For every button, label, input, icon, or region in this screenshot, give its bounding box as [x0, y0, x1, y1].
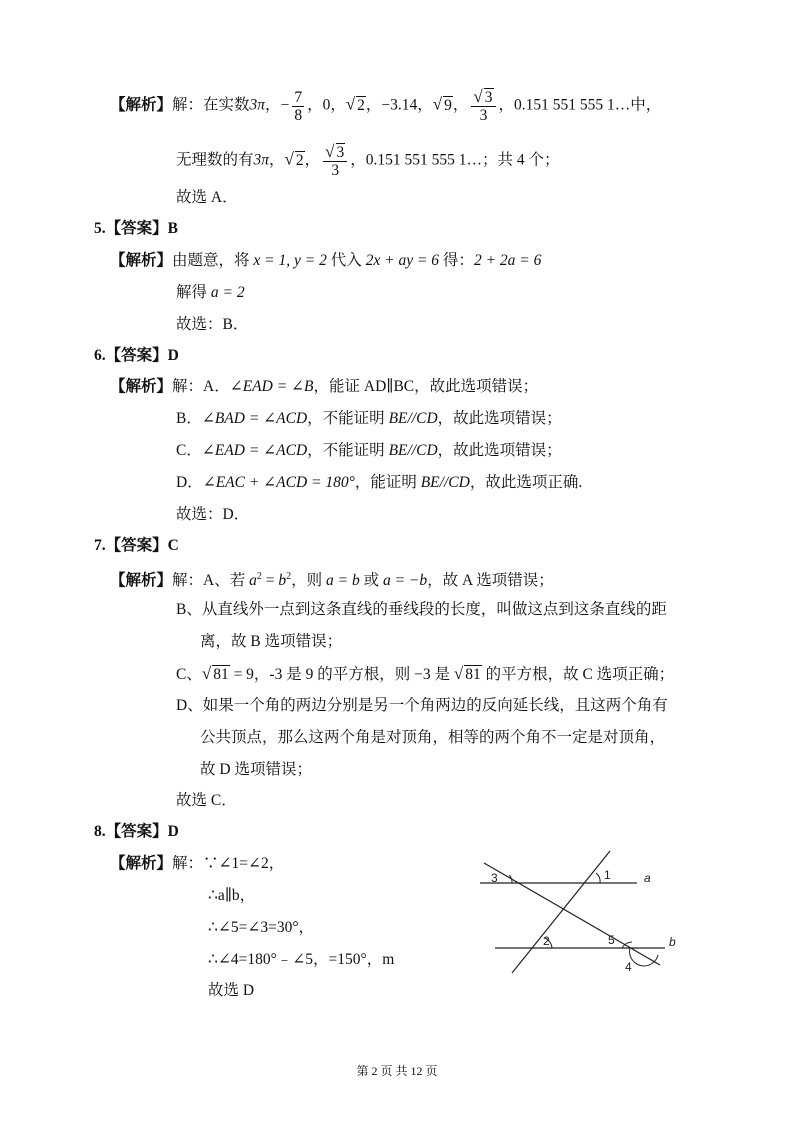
label-1: 1 — [604, 868, 611, 882]
q4-conclusion: 故选 A． — [176, 189, 238, 206]
label-2: 2 — [543, 934, 550, 948]
fraction: $\frac{√ 3}{3}$ — [471, 88, 495, 124]
sqrt: 2 — [357, 96, 365, 114]
q8-line2: ∴a∥b， — [208, 887, 256, 904]
q4-line2: 无理数的有3π，√ 2， $\frac{√ 3}{3}$ ，0.151 551 555 1…；共 4 个； — [176, 142, 560, 179]
q6-option-a: 【解析】解：A．∠EAD = ∠B，能证 AD∥BC，故此选项错误； — [110, 378, 539, 395]
q7-conclusion: 故选 C． — [176, 792, 237, 809]
q6-option-c: C．∠EAD = ∠ACD，不能证明 BE//CD，故此选项错误； — [176, 442, 562, 459]
q7-option-c: C、√ 81 = 9，-3 是 9 的平方根，则 −3 是 √ 81 的平方根，故 C 选项正确； — [176, 664, 675, 683]
parallel-lines-diagram — [470, 848, 690, 978]
q6-option-b: B．∠BAD = ∠ACD，不能证明 BE//CD，故此选项错误； — [176, 410, 562, 427]
angle-5-arc — [622, 942, 632, 948]
label-5: 5 — [608, 933, 615, 947]
transversal-left — [484, 863, 660, 965]
q8-line1: 【解析】解：∵∠1=∠2， — [110, 855, 285, 872]
q5-line1: 【解析】由题意，将 x = 1, y = 2 代入 2x + ay = 6 得：2 + 2a = 6 — [110, 252, 542, 269]
fraction: $\frac{7}{8}$ — [294, 88, 303, 124]
q7-option-d-line2: 公共顶点，那么这两个角是对顶角，相等的两个角不一定是对顶角， — [200, 729, 666, 746]
q5-answer-heading: 5.【答案】B — [94, 220, 178, 237]
q8-line4: ∴∠4=180°﹣∠5，=150°，m — [208, 951, 395, 968]
q6-answer-heading: 6.【答案】D — [94, 347, 179, 364]
label-b: b — [669, 935, 676, 949]
label-3: 3 — [491, 871, 498, 885]
q6-conclusion: 故选：D． — [176, 506, 250, 523]
sqrt: 9 — [444, 96, 452, 114]
q4-line1: 【解析】解：在实数3π，− $\frac{7}{8}$ ，0，√ 2，−3.14，√ 9， $\frac{√ 3}{3}$ ，0.151 551 555 1…中， — [110, 87, 662, 124]
q8-answer-heading: 8.【答案】D — [94, 823, 179, 840]
analysis-tag: 【解析】 — [110, 96, 173, 114]
q5-line2: 解得 a = 2 — [176, 284, 245, 301]
q7-option-d-line3: 故 D 选项错误； — [200, 761, 312, 778]
q7-option-b-line1: B、从直线外一点到这条直线的垂线段的长度，叫做这点到这条直线的距 — [176, 601, 667, 618]
page-footer: 第 2 页 共 12 页 — [356, 1064, 438, 1078]
q5-conclusion: 故选：B． — [176, 316, 249, 333]
q7-option-a: 【解析】解：A、若 $a^2 = b^2$，则 a = b 或 a = −b，故 A 选项错误； — [110, 571, 554, 590]
q8-line3: ∴∠5=∠3=30°， — [208, 919, 315, 936]
angle-1-arc — [596, 873, 600, 883]
q7-answer-heading: 7.【答案】C — [94, 537, 179, 554]
label-a: a — [644, 871, 651, 885]
q7-option-d-line1: D、如果一个角的两边分别是另一个角两边的反向延长线，且这两个角有 — [176, 697, 668, 714]
label-4: 4 — [625, 960, 632, 974]
q6-option-d: D．∠EAC + ∠ACD = 180°，能证明 BE//CD，故此选项正确. — [176, 474, 583, 491]
q7-option-b-line2: 离，故 B 选项错误； — [200, 633, 343, 650]
angle-4-arc — [630, 948, 658, 966]
q8-conclusion: 故选 D — [208, 982, 255, 999]
transversal-right — [512, 851, 610, 973]
